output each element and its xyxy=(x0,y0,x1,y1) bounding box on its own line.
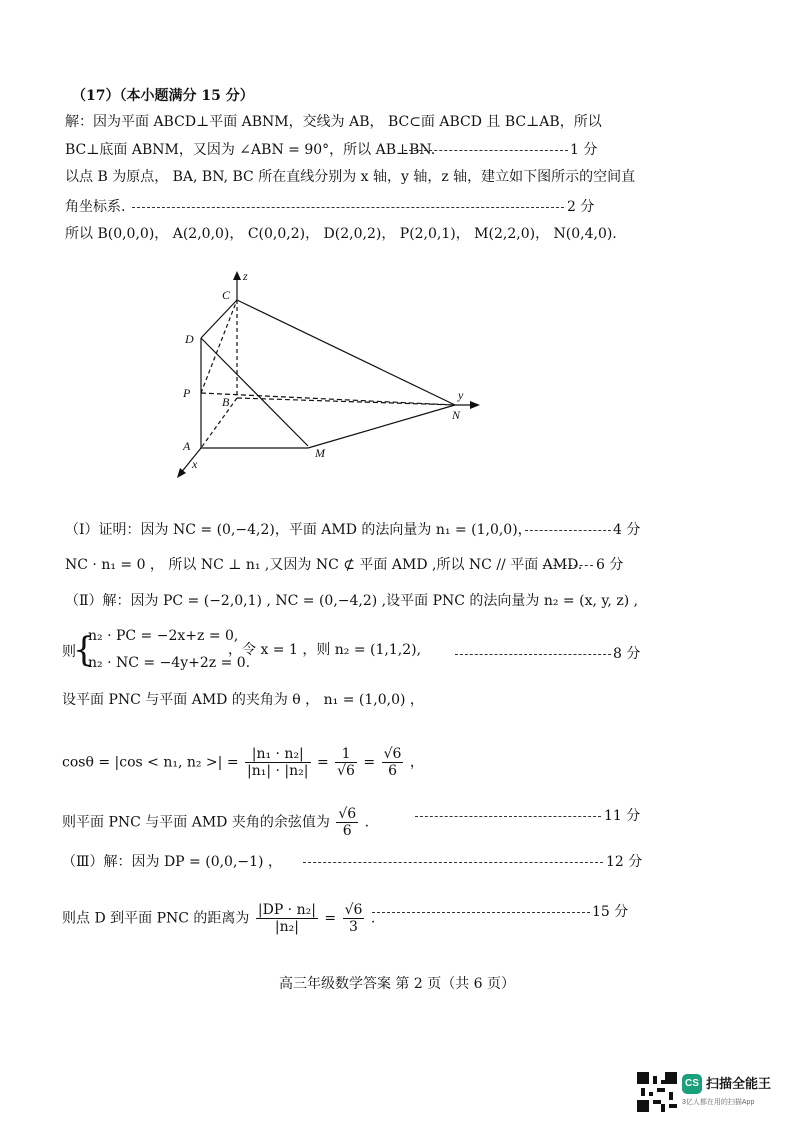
score-8: 8 分 xyxy=(613,646,641,662)
cn-edge xyxy=(237,300,455,405)
scanner-app-name: 扫描全能王 xyxy=(706,1076,772,1091)
frac-den: 3 xyxy=(349,919,358,935)
intro-line-4: 角坐标系. xyxy=(65,199,126,215)
dash-leader xyxy=(455,654,611,655)
conclusion-text: 则平面 PNC 与平面 AMD 夹角的余弦值为 xyxy=(62,814,330,831)
dash-leader xyxy=(415,816,601,817)
pc-edge-hidden xyxy=(201,300,237,393)
frac-den: √6 xyxy=(337,763,355,779)
period: . xyxy=(364,814,370,831)
frac-den: 6 xyxy=(388,763,397,779)
point-P: P xyxy=(183,386,191,400)
distance-fraction-2 xyxy=(343,902,365,935)
dash-leader xyxy=(525,530,611,531)
problem-heading: （17）（本小题满分 15 分） xyxy=(72,88,254,104)
pn-edge-hidden xyxy=(201,393,455,405)
part2-angle-line: 设平面 PNC 与平面 AMD 的夹角为 θ ， n₁ = (1,0,0) ， xyxy=(62,692,424,708)
part2-line-1: （Ⅱ）解：因为 PC = (−2,0,1) , NC = (0,−4,2) ,设平面 PNC 的法向量为 n₂ = (x, y, z) , xyxy=(65,593,639,609)
scanner-slogan: 3亿人都在用的扫描App xyxy=(682,1099,755,1106)
point-C: C xyxy=(222,288,231,302)
frac-num: |n₁ · n₂| xyxy=(245,746,310,763)
frac-den: |n₂| xyxy=(274,919,299,935)
dash-leader xyxy=(132,207,564,208)
cos-formula xyxy=(62,746,424,779)
system-brace: { xyxy=(73,630,95,670)
dash-leader xyxy=(404,150,568,151)
equals: = xyxy=(363,754,376,771)
x-axis-hidden xyxy=(201,398,237,448)
intro-line-3: 以点 B 为原点， BA, BN, BC 所在直线分别为 x 轴，y 轴，z 轴，建立如下图所示的空间直 xyxy=(65,169,636,185)
conclusion-fraction xyxy=(336,806,358,839)
intro-line-1: 解：因为平面 ABCD⊥平面 ABNM，交线为 AB， BC⊂面 ABCD 且 BC⊥AB，所以 xyxy=(65,114,602,130)
cos-fraction-1 xyxy=(245,746,310,779)
frac-den: 6 xyxy=(342,823,352,839)
frac-num: √6 xyxy=(383,746,402,762)
page-footer: 高三年级数学答案 第 2 页（共 6 页） xyxy=(278,976,516,992)
mn-edge xyxy=(308,405,455,448)
part2-let: ，令 x = 1 ，则 n₂ = (1,1,2), xyxy=(228,642,422,658)
score-12: 12 分 xyxy=(606,854,643,870)
camscanner-logo: CS xyxy=(682,1074,702,1094)
geometry-figure xyxy=(170,268,490,480)
dash-leader xyxy=(543,565,593,566)
point-D: D xyxy=(185,332,194,346)
cos-fraction-2 xyxy=(335,746,357,779)
dm-edge xyxy=(201,338,308,446)
frac-num: 1 xyxy=(335,746,357,763)
y-arrow xyxy=(470,401,480,409)
score-1: 1 分 xyxy=(570,142,598,158)
frac-num: |DP · n₂| xyxy=(257,902,316,918)
part3-distance xyxy=(62,902,375,935)
dash-leader xyxy=(303,862,603,863)
x-arrow xyxy=(177,468,186,478)
equals: = xyxy=(316,754,329,771)
point-N: N xyxy=(452,408,461,422)
point-B: B xyxy=(222,395,230,409)
frac-num: √6 xyxy=(338,806,357,822)
equals: = xyxy=(324,910,337,927)
score-15: 15 分 xyxy=(592,904,629,920)
point-M: M xyxy=(315,446,325,460)
system-eq-1: n₂ · PC = −2x+z = 0, xyxy=(88,628,239,644)
comma: ， xyxy=(409,754,424,771)
point-A: A xyxy=(183,439,191,453)
cos-lhs: cosθ = |cos < n₁, n₂ >| = xyxy=(62,754,239,771)
frac-num: √6 xyxy=(344,902,363,918)
score-6: 6 分 xyxy=(596,557,624,573)
part3-line-1: （Ⅲ）解：因为 DP = (0,0,−1) ， xyxy=(62,854,282,870)
score-4: 4 分 xyxy=(613,522,641,538)
z-label: z xyxy=(243,269,248,283)
part1-line-2: NC · n₁ = 0 ， 所以 NC ⊥ n₁ ,又因为 NC ⊄ 平面 AMD ,所以 NC // 平面 AMD. xyxy=(65,557,583,573)
intro-line-2: BC⊥底面 ABNM，又因为 ∠ABN = 90°，所以 AB⊥BN. xyxy=(65,142,436,158)
coordinates-line: 所以 B(0,0,0)， A(2,0,0)， C(0,0,2)， D(2,0,2)， P(2,0,1)， M(2,2,0)， N(0,4,0). xyxy=(65,226,617,242)
score-11: 11 分 xyxy=(604,808,641,824)
x-label: x xyxy=(192,457,198,471)
part2-then: 则 xyxy=(62,644,76,660)
distance-text: 则点 D 到平面 PNC 的距离为 xyxy=(62,910,250,927)
y-label: y xyxy=(458,388,464,402)
qr-code-icon xyxy=(637,1072,677,1112)
dash-leader xyxy=(372,912,590,913)
period: . xyxy=(370,910,376,927)
system-eq-2: n₂ · NC = −4y+2z = 0. xyxy=(88,655,251,671)
y-axis-hidden xyxy=(237,398,455,405)
frac-den: |n₁| · |n₂| xyxy=(247,763,309,779)
cos-fraction-3 xyxy=(382,746,404,779)
score-2: 2 分 xyxy=(567,199,595,215)
part2-conclusion xyxy=(62,806,369,839)
z-arrow xyxy=(233,271,241,280)
dc-edge xyxy=(201,300,237,338)
part1-line-1: （Ⅰ）证明：因为 NC = (0,−4,2)，平面 AMD 的法向量为 n₁ = (1,0,0)， xyxy=(65,522,532,538)
distance-fraction-1 xyxy=(256,902,318,935)
